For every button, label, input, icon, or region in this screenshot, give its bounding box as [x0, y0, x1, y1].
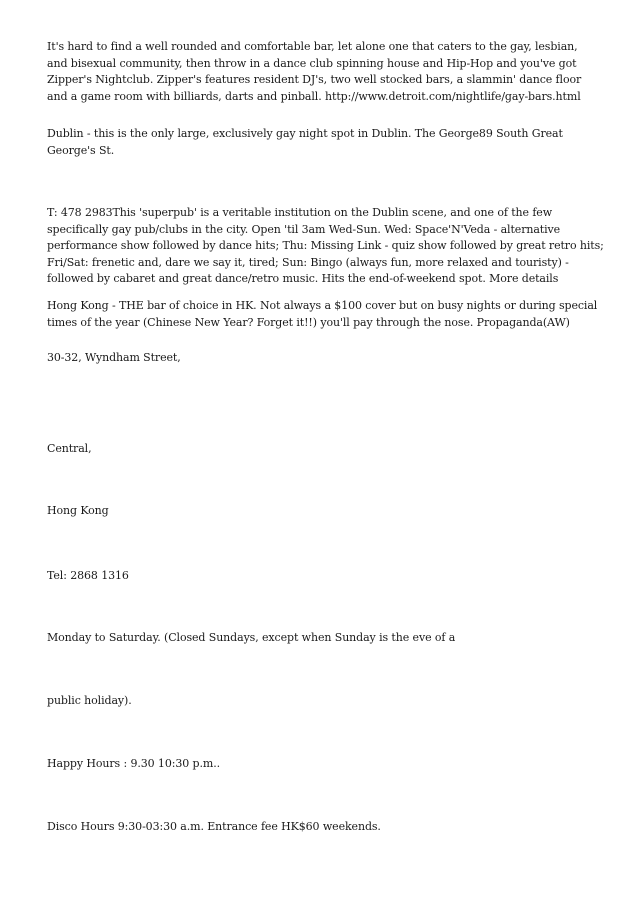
text-line: George's St. [47, 143, 115, 157]
address-city: Hong Kong [47, 504, 109, 517]
text-line: T: 478 2983This 'superpub' is a veritable institution on the Dublin scene, and one of the few [47, 206, 553, 219]
text-line: Zipper's Nightclub. Zipper's features resident DJ's, two well stocked bars, a slammin' dance floor [47, 73, 582, 86]
happy-hours: Happy Hours : 9.30 10:30 p.m.. [47, 757, 220, 770]
text-line: specifically gay pub/clubs in the city. Open 'til 3am Wed-Sun. Wed: Space'N'Veda - alternative [47, 222, 561, 236]
opening-days: Monday to Saturday. (Closed Sundays, except when Sunday is the eve of a [47, 631, 456, 644]
text-line: and bisexual community, then throw in a dance club spinning house and Hip-Hop and you've got [47, 56, 577, 70]
disco-hours: Disco Hours 9:30-03:30 a.m. Entrance fee HK$60 weekends. [47, 820, 381, 833]
telephone: Tel: 2868 1316 [47, 569, 129, 582]
text-line: followed by cabaret and great dance/retro music. Hits the end-of-weekend spot. More details [47, 272, 559, 285]
text-line: Dublin - this is the only large, exclusively gay night spot in Dublin. The George89 South Great [47, 127, 563, 140]
text-line: Hong Kong - THE bar of choice in HK. Not always a $100 cover but on busy nights or during special [47, 299, 598, 312]
text-line: performance show followed by dance hits; Thu: Missing Link - quiz show followed by great retro hits; [47, 239, 604, 252]
paragraph-detroit [47, 39, 607, 105]
address-district: Central, [47, 442, 92, 455]
paragraph-george [47, 205, 607, 288]
opening-days-note: public holiday). [47, 694, 132, 707]
address-street: 30-32, Wyndham Street, [47, 351, 181, 364]
text-line: Fri/Sat: frenetic and, dare we say it, tired; Sun: Bingo (always fun, more relaxed and touristy) - [47, 255, 569, 269]
paragraph-hongkong [47, 298, 607, 331]
text-line: It's hard to find a well rounded and comfortable bar, let alone one that caters to the gay, lesbian, [47, 40, 578, 53]
text-line: times of the year (Chinese New Year? Forget it!!) you'll pay through the nose. Propaganda(AW) [47, 315, 570, 329]
paragraph-dublin [47, 126, 607, 159]
text-line: and a game room with billiards, darts and pinball. http://www.detroit.com/nightlife/gay-bars.html [47, 89, 581, 103]
